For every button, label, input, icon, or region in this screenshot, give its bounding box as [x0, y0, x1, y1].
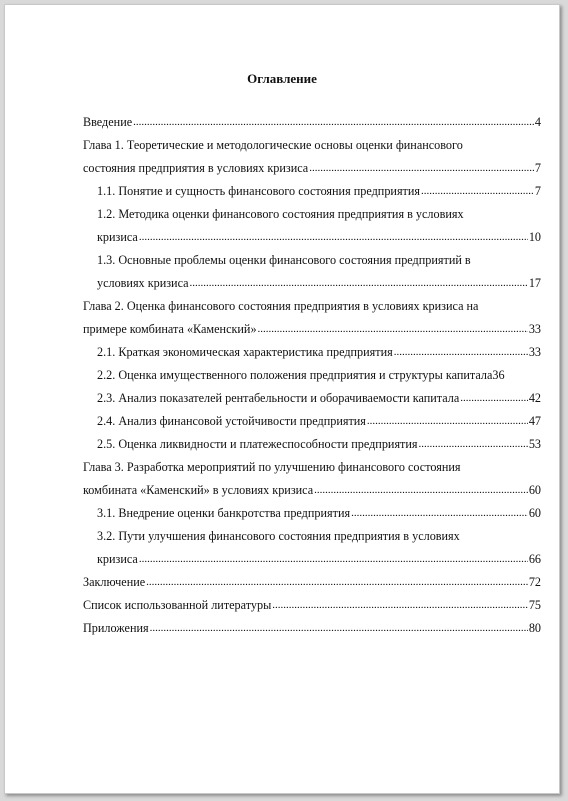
toc-entry-chapter-3[interactable] [83, 459, 541, 482]
toc-entry-text: условиях кризиса [97, 276, 189, 291]
toc-title: Оглавление [247, 71, 317, 86]
toc-entry-page: 33 [528, 345, 541, 360]
toc-entry-text: 1.1. Понятие и сущность финансового состояния предприятия [97, 184, 420, 199]
toc-entry-page: 80 [528, 621, 541, 636]
toc-leader-dots [421, 183, 534, 195]
toc-entry-chapter-2-cont[interactable] [83, 321, 541, 344]
toc-entry-1-2[interactable] [83, 206, 541, 229]
toc-entry-2-1[interactable] [83, 344, 541, 367]
toc-entry-page: 47 [528, 414, 541, 429]
toc-entry-text: Список использованной литературы [83, 598, 272, 613]
toc-entry-text: Глава 1. Теоретические и методологические основы оценки финансового [83, 138, 463, 153]
toc-entry-2-3[interactable] [83, 390, 541, 413]
toc-entry-page: 60 [528, 483, 541, 498]
toc-entry-text: кризиса [97, 552, 138, 567]
toc-entry-chapter-1-cont[interactable] [83, 160, 541, 183]
toc-entry-page: 60 [528, 506, 541, 521]
toc-leader-dots [367, 413, 528, 425]
toc-entry-text: кризиса [97, 230, 138, 245]
toc-entry-text: 2.2. Оценка имущественного положения предприятия и структуры капитала [97, 368, 493, 383]
toc-entry-text: примере комбината «Каменский» [83, 322, 257, 337]
toc-entry-page: 36 [492, 368, 505, 383]
toc-entry-3-1[interactable] [83, 505, 541, 528]
toc-entry-2-4[interactable] [83, 413, 541, 436]
toc-leader-dots [394, 344, 528, 356]
toc-entry-text: Приложения [83, 621, 149, 636]
toc-entry-text: Глава 3. Разработка мероприятий по улучшению финансового состояния [83, 460, 461, 475]
toc-entry-chapter-2[interactable] [83, 298, 541, 321]
toc-leader-dots [419, 436, 528, 448]
toc-entry-page: 53 [528, 437, 541, 452]
toc-leader-dots [272, 597, 528, 609]
toc-entry-text: Заключение [83, 575, 146, 590]
toc-leader-dots [258, 321, 528, 333]
toc-entry-page: 72 [528, 575, 541, 590]
table-of-contents [83, 114, 541, 643]
toc-entry-text: 1.2. Методика оценки финансового состояния предприятия в условиях [97, 207, 464, 222]
toc-entry-text: 2.1. Краткая экономическая характеристика предприятия [97, 345, 393, 360]
toc-leader-dots [139, 551, 528, 563]
toc-entry-1-3[interactable] [83, 252, 541, 275]
toc-entry-page: 7 [534, 184, 541, 199]
toc-entry-chapter-3-cont[interactable] [83, 482, 541, 505]
toc-leader-dots [314, 482, 528, 494]
toc-leader-dots [146, 574, 528, 586]
toc-entry-3-2[interactable] [83, 528, 541, 551]
toc-entry-page: 10 [528, 230, 541, 245]
toc-entry-chapter-1[interactable] [83, 137, 541, 160]
toc-entry-page: 33 [528, 322, 541, 337]
toc-entry-text: Глава 2. Оценка финансового состояния предприятия в условиях кризиса на [83, 299, 479, 314]
toc-entry-3-2-cont[interactable] [83, 551, 541, 574]
toc-entry-conclusion[interactable] [83, 574, 541, 597]
toc-entry-appendices[interactable] [83, 620, 541, 643]
toc-leader-dots [351, 505, 528, 517]
toc-entry-text: 2.4. Анализ финансовой устойчивости предприятия [97, 414, 366, 429]
toc-entry-introduction[interactable] [83, 114, 541, 137]
toc-leader-dots [150, 620, 528, 632]
toc-entry-page: 42 [528, 391, 541, 406]
toc-entry-text: комбината «Каменский» в условиях кризиса [83, 483, 314, 498]
toc-entry-2-5[interactable] [83, 436, 541, 459]
toc-entry-page: 66 [528, 552, 541, 567]
document-page [4, 4, 560, 794]
toc-entry-text: Введение [83, 115, 133, 130]
toc-entry-references[interactable] [83, 597, 541, 620]
toc-entry-page: 7 [534, 161, 541, 176]
toc-leader-dots [139, 229, 528, 241]
toc-entry-text: 1.3. Основные проблемы оценки финансового состояния предприятий в [97, 253, 471, 268]
toc-leader-dots [190, 275, 528, 287]
toc-entry-2-2[interactable] [83, 367, 541, 390]
toc-entry-text: 3.1. Внедрение оценки банкротства предприятия [97, 506, 351, 521]
toc-entry-text: 2.5. Оценка ликвидности и платежеспособности предприятия [97, 437, 418, 452]
toc-entry-page: 75 [528, 598, 541, 613]
toc-entry-1-1[interactable] [83, 183, 541, 206]
toc-entry-1-2-cont[interactable] [83, 229, 541, 252]
toc-entry-text: состояния предприятия в условиях кризиса [83, 161, 309, 176]
toc-entry-text: 3.2. Пути улучшения финансового состояния предприятия в условиях [97, 529, 460, 544]
toc-leader-dots [460, 390, 528, 402]
toc-entry-page: 17 [528, 276, 541, 291]
toc-leader-dots [133, 114, 534, 126]
toc-entry-text: 2.3. Анализ показателей рентабельности и оборачиваемости капитала [97, 391, 460, 406]
toc-leader-dots [309, 160, 534, 172]
toc-entry-1-3-cont[interactable] [83, 275, 541, 298]
toc-entry-page: 4 [534, 115, 541, 130]
